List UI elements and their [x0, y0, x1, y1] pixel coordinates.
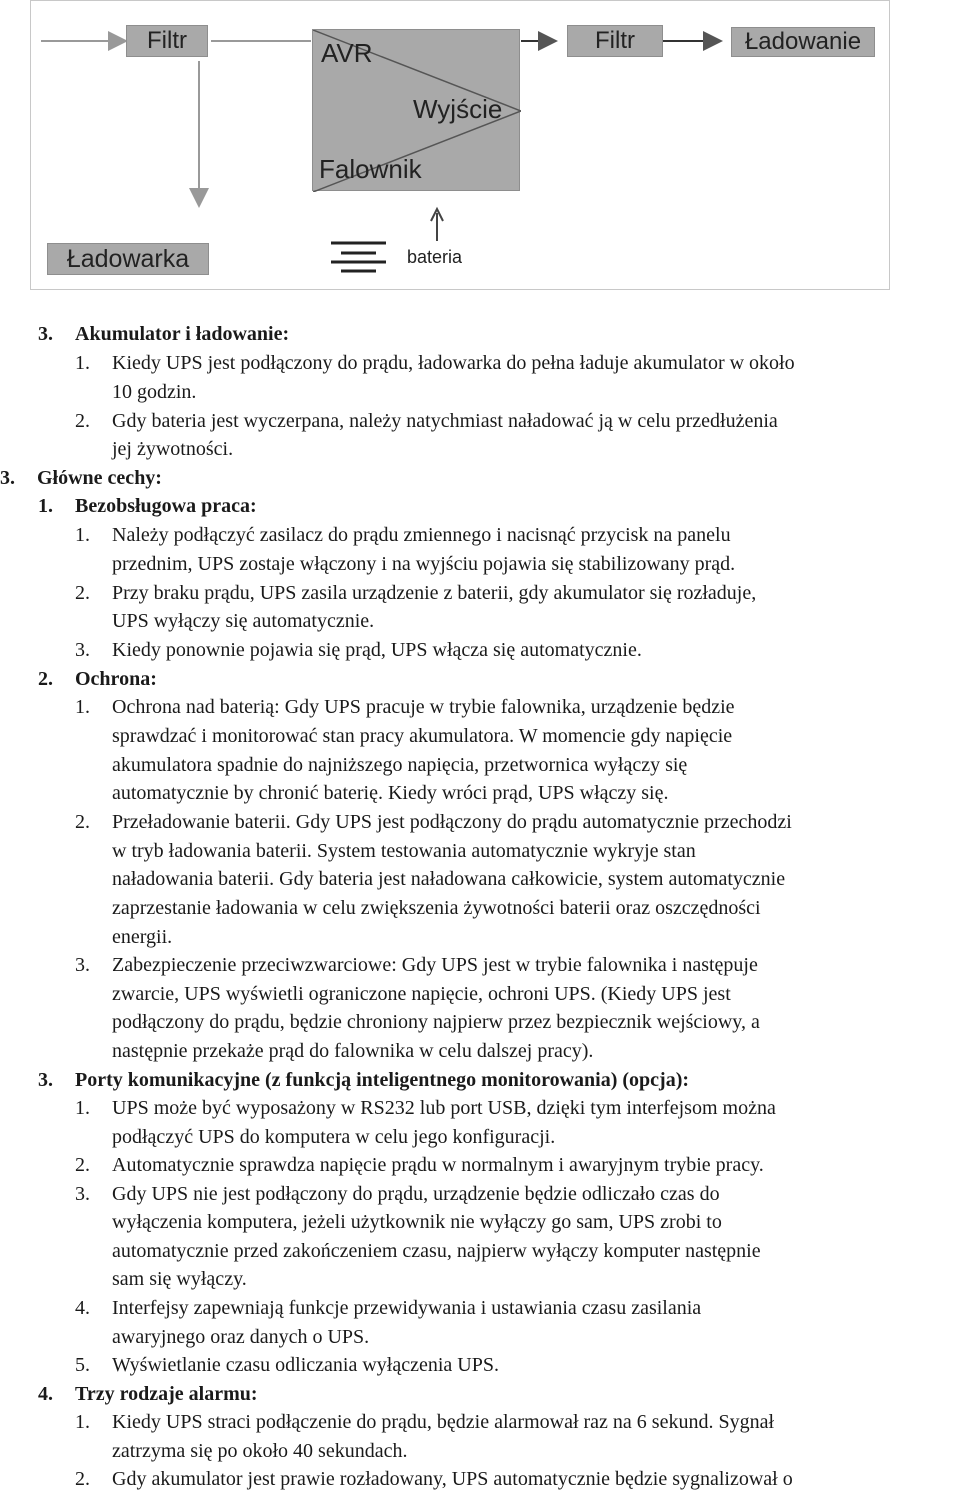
item-text: zaprzestanie ładowania w celu zwiększenia żywotności baterii oraz oszczędności — [112, 897, 761, 919]
item-text: jej żywotności. — [112, 438, 234, 460]
item-text: wyłączenia komputera, jeżeli użytkownik nie wyłączy go sam, UPS zrobi to — [112, 1211, 722, 1233]
output-label: Wyjście — [413, 94, 503, 124]
item-number: 2. — [75, 582, 90, 604]
section-number: 4. — [38, 1383, 53, 1405]
item-text: UPS może być wyposażony w RS232 lub port USB, dzięki tym interfejsom można — [112, 1097, 776, 1119]
item-number: 5. — [75, 1354, 90, 1376]
subsection-number: 1. — [38, 495, 53, 517]
item-text: Kiedy UPS jest podłączony do prądu, ładowarka do pełna ładuje akumulator w około — [112, 352, 795, 374]
item-text: automatycznie przed zakończeniem czasu, najpierw wyłączy komputer następnie — [112, 1240, 761, 1262]
filter-out-label: Filtr — [595, 27, 635, 54]
item-number: 3. — [75, 639, 90, 661]
filter-in-label: Filtr — [147, 27, 187, 54]
item-text: naładowania baterii. Gdy bateria jest naładowana całkowicie, system automatycznie — [112, 868, 786, 890]
item-text: sprawdzać i monitorować stan pracy akumulatora. W momencie gdy napięcie — [112, 725, 733, 747]
section-number: 3. — [38, 323, 53, 345]
subsection-title: Ochrona: — [75, 668, 157, 690]
charger-box — [47, 243, 209, 275]
item-text: UPS wyłączy się automatycznie. — [112, 610, 375, 632]
item-text: Kiedy UPS straci podłączenie do prądu, będzie alarmował raz na 6 sekund. Sygnał — [112, 1411, 775, 1433]
item-text: podłączony do prądu, będzie chroniony najpierw przez bezpiecznik wejściowy, a — [112, 1011, 760, 1033]
item-number: 2. — [75, 1154, 90, 1176]
item-number: 1. — [75, 696, 90, 718]
item-text: Przeładowanie baterii. Gdy UPS jest podłączony do prądu automatycznie przechodzi — [112, 811, 792, 833]
section-title: Akumulator i ładowanie: — [75, 323, 290, 345]
item-text: zwarcie, UPS wyświetli ograniczone napięcie, ochroni UPS. (Kiedy UPS jest — [112, 983, 731, 1005]
section-title: Trzy rodzaje alarmu: — [75, 1383, 258, 1405]
section-number: 3. — [0, 467, 15, 489]
item-text: awaryjnego oraz danych o UPS. — [112, 1326, 370, 1348]
section-number: 3. — [38, 1069, 53, 1091]
item-text: podłączyć UPS do komputera w celu jego konfiguracji. — [112, 1126, 556, 1148]
item-text: Ochrona nad baterią: Gdy UPS pracuje w trybie falownika, urządzenie będzie — [112, 696, 735, 718]
charger-label: Ładowarka — [66, 244, 190, 273]
item-text: zatrzyma się po około 40 sekundach. — [112, 1440, 408, 1462]
item-number: 1. — [75, 352, 90, 374]
item-text: automatycznie by chronić baterię. Kiedy wróci prąd, UPS włączy się. — [112, 782, 669, 804]
item-number: 2. — [75, 410, 90, 432]
filter-out-box — [567, 25, 663, 57]
item-number: 4. — [75, 1297, 90, 1319]
item-text: sam się wyłączy. — [112, 1268, 247, 1290]
ups-block-diagram — [30, 0, 890, 290]
item-number: 1. — [75, 1097, 90, 1119]
item-text: Gdy UPS nie jest podłączony do prądu, urządzenie będzie odliczało czas do — [112, 1183, 720, 1205]
item-number: 1. — [75, 524, 90, 546]
battery-symbol-icon — [331, 243, 386, 271]
item-text: w tryb ładowania baterii. System testowania automatycznie wykryje stan — [112, 840, 696, 862]
item-text: akumulatora spadnie do najniższego napięcia, przetwornica wyłączy się — [112, 754, 688, 776]
item-text: Zabezpieczenie przeciwzwarciowe: Gdy UPS jest w trybie falownika i następuje — [112, 954, 758, 976]
subsection-title: Bezobsługowa praca: — [75, 495, 257, 517]
item-text: przednim, UPS zostaje włączony i na wyjściu pojawia się stabilizowany prąd. — [112, 553, 736, 575]
item-text: Gdy akumulator jest prawie rozładowany, UPS automatycznie będzie sygnalizował o — [112, 1468, 793, 1490]
battery-label: bateria — [407, 247, 463, 267]
filter-in-box — [126, 25, 208, 57]
subsection-number: 2. — [38, 668, 53, 690]
item-number: 1. — [75, 1411, 90, 1433]
section-title: Porty komunikacyjne (z funkcją inteligentnego monitorowania) (opcja): — [75, 1069, 690, 1091]
item-number: 3. — [75, 954, 90, 976]
item-text: Interfejsy zapewniają funkcje przewidywania i ustawiania czasu zasilania — [112, 1297, 702, 1319]
charging-box — [731, 27, 875, 57]
section-title: Główne cechy: — [37, 467, 162, 489]
item-text: energii. — [112, 926, 173, 948]
item-number: 3. — [75, 1183, 90, 1205]
item-text: Kiedy ponownie pojawia się prąd, UPS włącza się automatycznie. — [112, 639, 642, 661]
avr-label: AVR — [321, 38, 373, 68]
item-text: Przy braku prądu, UPS zasila urządzenie z baterii, gdy akumulator się rozładuje, — [112, 582, 757, 604]
inverter-label: Falownik — [319, 154, 422, 184]
item-number: 2. — [75, 811, 90, 833]
item-text: Gdy bateria jest wyczerpana, należy natychmiast naładować ją w celu przedłużenia — [112, 410, 778, 432]
item-text: Należy podłączyć zasilacz do prądu zmiennego i nacisnąć przycisk na panelu — [112, 524, 731, 546]
item-text: następnie przekaże prąd do falownika w celu dalszej pracy). — [112, 1040, 594, 1062]
item-text: Wyświetlanie czasu odliczania wyłączenia UPS. — [112, 1354, 499, 1376]
avr-inverter-box — [312, 29, 520, 191]
charging-label: Ładowanie — [744, 28, 862, 55]
item-text: Automatycznie sprawdza napięcie prądu w normalnym i awaryjnym trybie pracy. — [112, 1154, 764, 1176]
item-text: 10 godzin. — [112, 381, 197, 403]
item-number: 2. — [75, 1468, 90, 1490]
